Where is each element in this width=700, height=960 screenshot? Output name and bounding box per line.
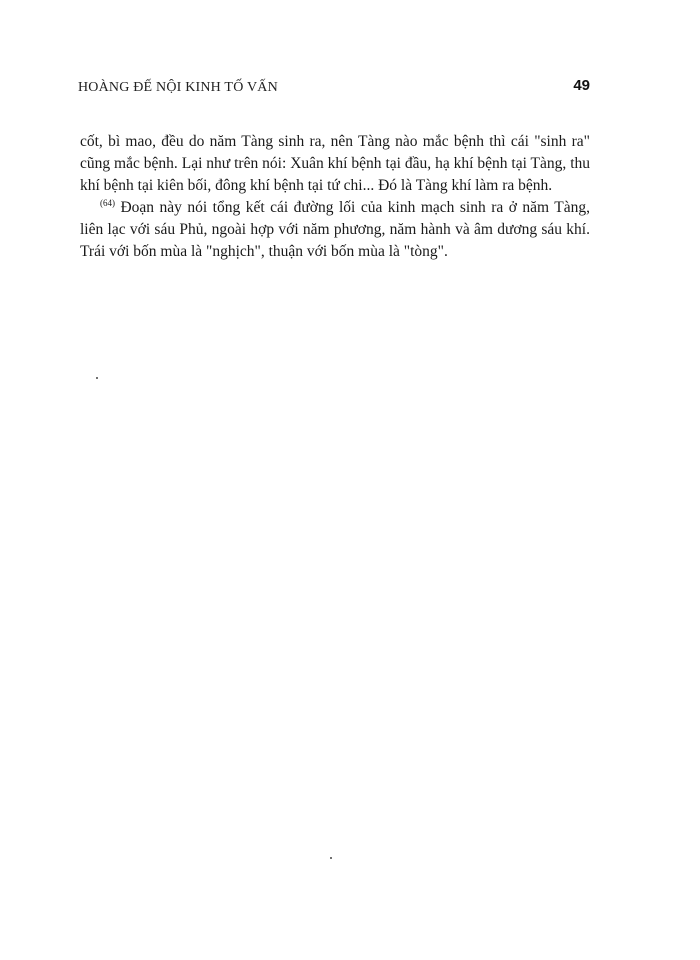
footnote-64 — [80, 197, 590, 263]
paragraph-continuation: cốt, bì mao, đều do năm Tàng sinh ra, nên Tàng nào mắc bệnh thì cái "sinh ra" cũng mắc bệnh. Lại như trên nói: Xuân khí bệnh tại đầu, hạ khí bệnh tại Tàng, thu khí bệnh tại kiên bối, đông khí bệnh tại tứ chi... Đó là Tàng khí làm ra bệnh. — [80, 133, 590, 194]
body-text — [80, 131, 590, 263]
running-title: HOÀNG ĐẾ NỘI KINH TỐ VẤN — [78, 80, 278, 95]
scan-speck — [330, 857, 332, 859]
footnote-text: Đoạn này nói tổng kết cái đường lối của kinh mạch sinh ra ở năm Tàng, liên lạc với sáu Phủ, ngoài hợp với năm phương, năm hành và âm dương sáu khí. Trái với bốn mùa là "nghịch", thuận với bốn mùa là "tòng". — [80, 199, 590, 260]
footnote-marker: (64) — [100, 198, 115, 208]
scan-speck — [96, 377, 98, 379]
page-number: 49 — [573, 77, 590, 94]
